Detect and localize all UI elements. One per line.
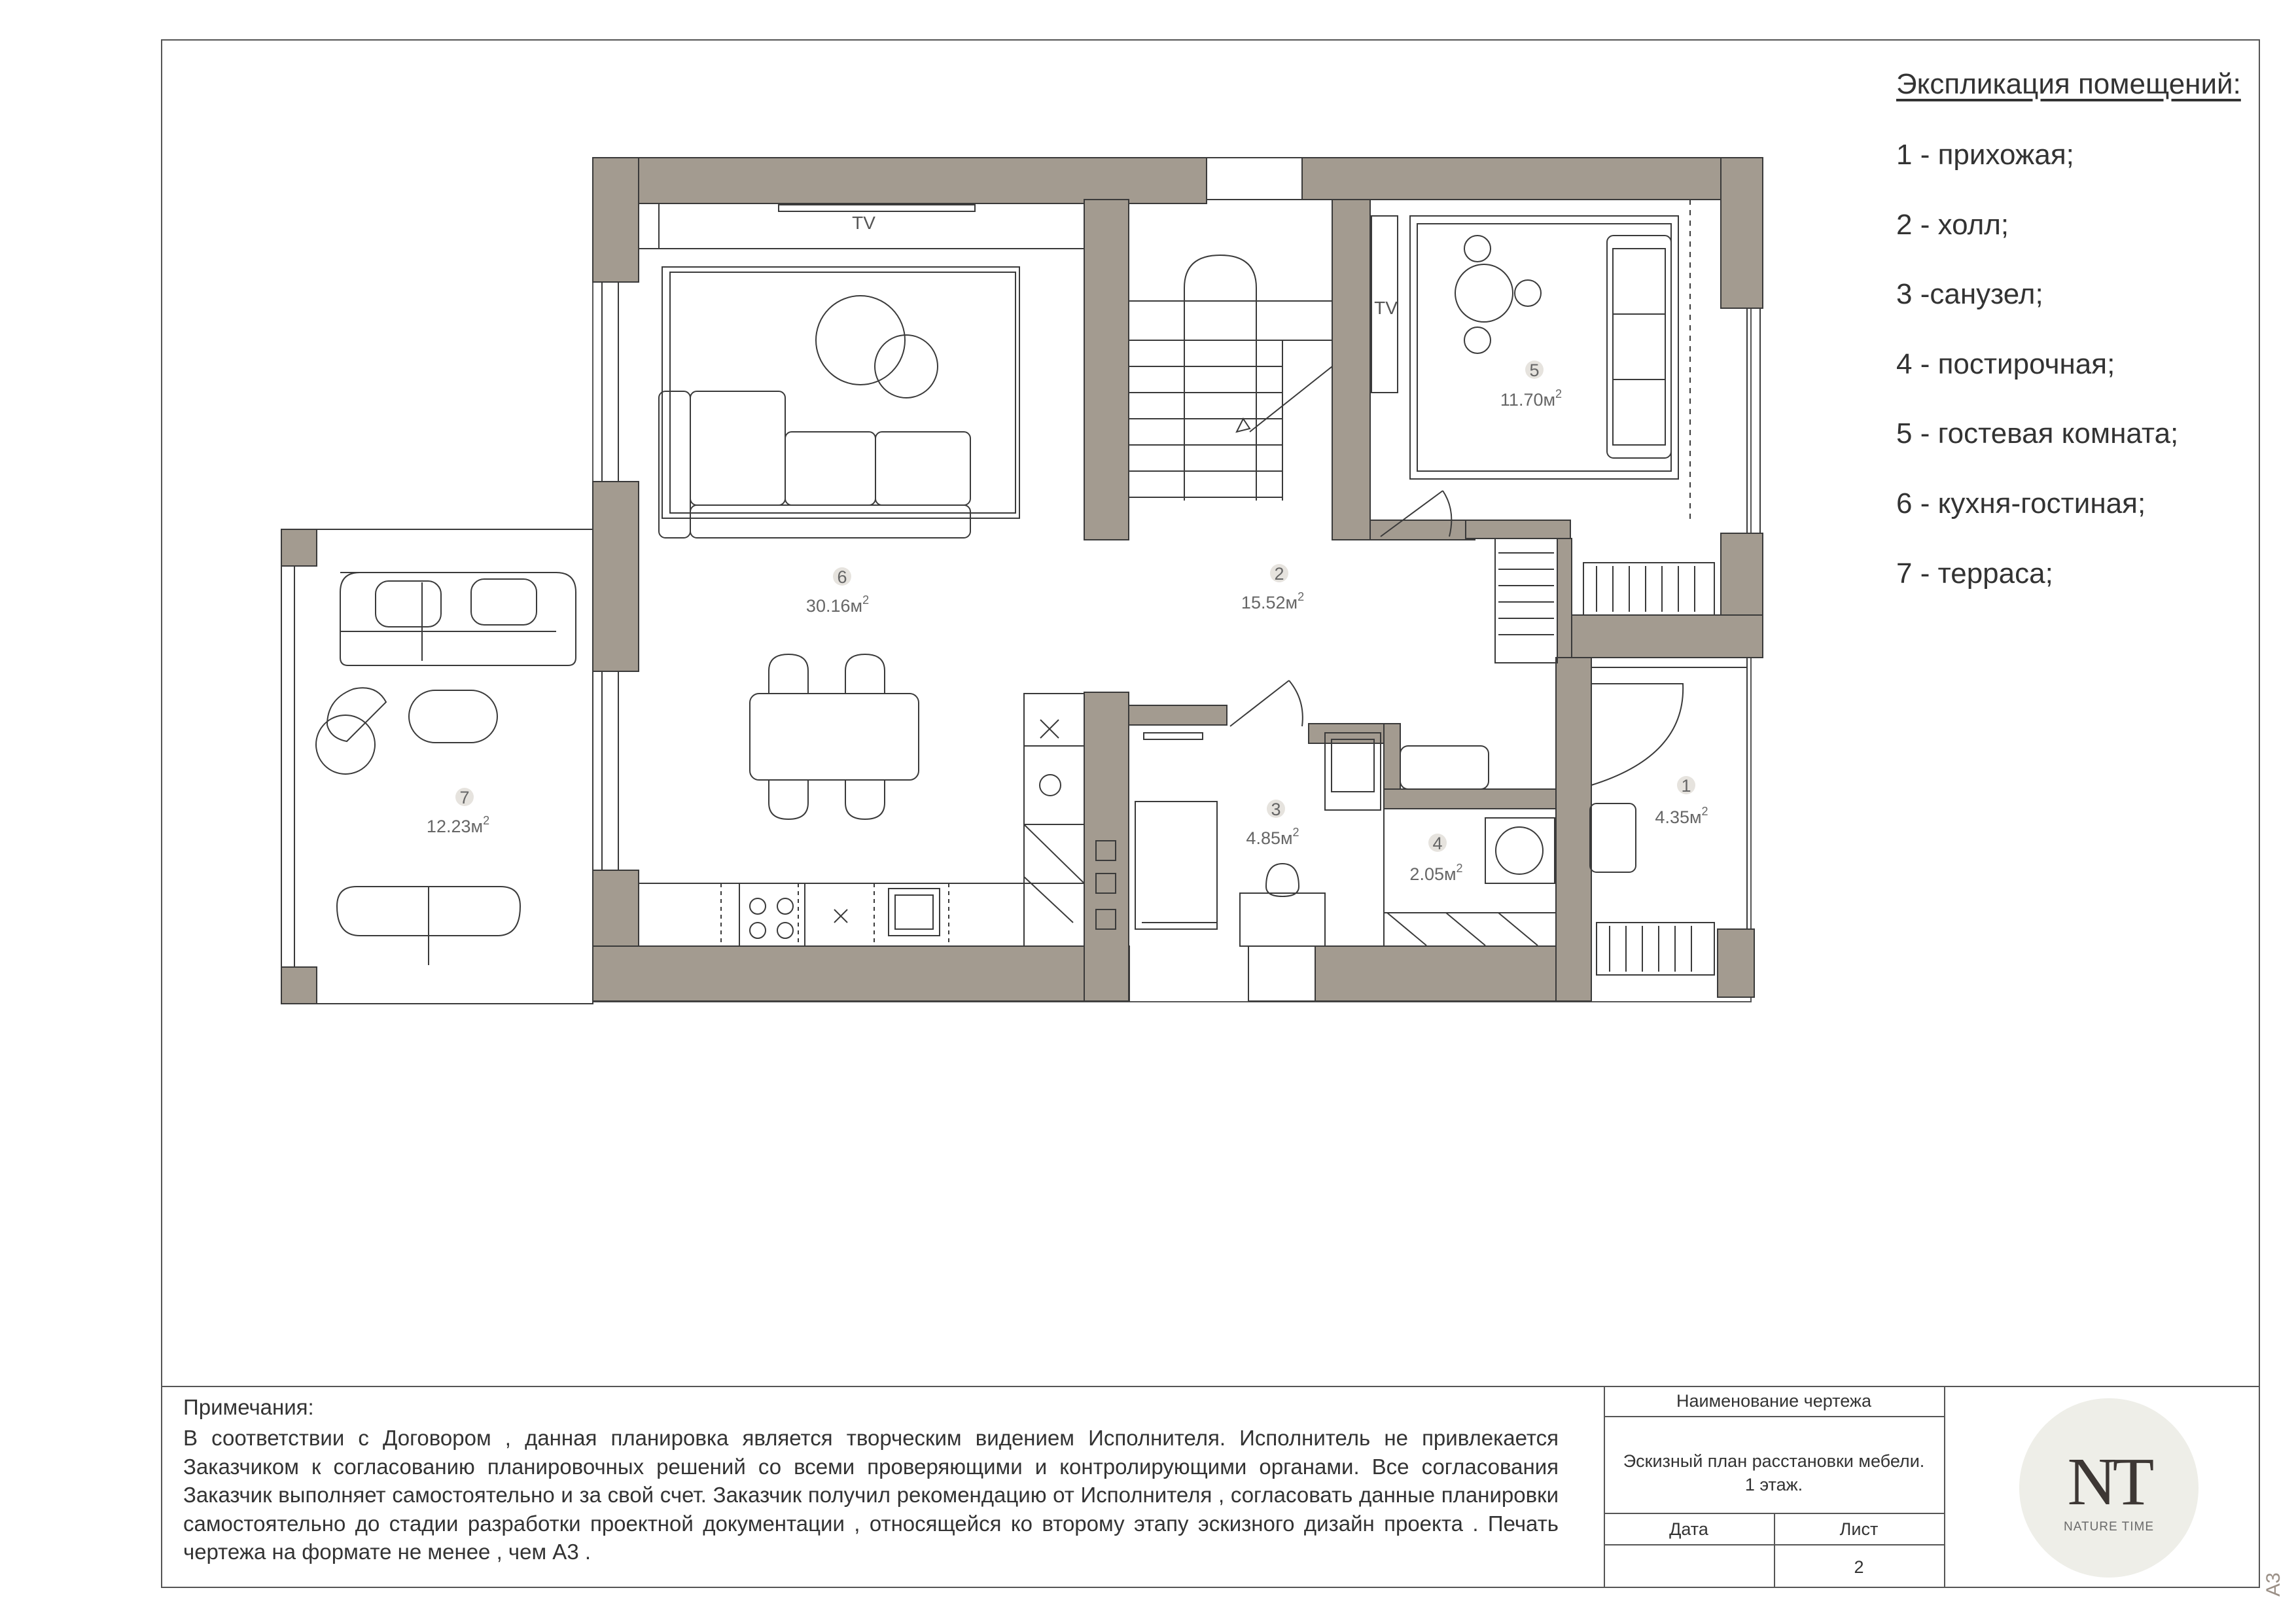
legend-item: 1 - прихожая; [1896, 139, 2074, 171]
legend-item: 2 - холл; [1896, 209, 2009, 241]
tv-label-living: TV [852, 213, 875, 233]
svg-text:30.16м2: $30.16м^2$ [805, 593, 870, 616]
sheet-number: 2 [1854, 1557, 1864, 1577]
drawing-name-line2: 1 этаж. [1744, 1475, 1803, 1494]
svg-text:2: 2 [1274, 564, 1284, 584]
svg-text:2.05м2: $2.05м^2$ [1409, 862, 1463, 884]
sheet-label: Лист [1839, 1519, 1879, 1539]
title-block-divider [1944, 1386, 1945, 1588]
svg-text:1: 1 [1681, 776, 1691, 796]
svg-text:6: 6 [837, 567, 847, 587]
legend-item: 3 -санузел; [1896, 278, 2043, 310]
logo-subtitle: NATURE TIME [2063, 1520, 2155, 1534]
room-marker-1 [1655, 776, 1708, 827]
title-block-divider [1604, 1513, 1944, 1514]
room-marker-6 [806, 567, 869, 616]
svg-text:15.52м2: $15.52м^2$ [1241, 590, 1305, 612]
logo-mark: NT [2067, 1444, 2151, 1519]
walls [281, 158, 1763, 1004]
legend-title: Экспликация помещений: [1896, 68, 2241, 100]
room-marker-2 [1241, 564, 1304, 612]
notes-body: В соответствии с Договором , данная планировка является творческим видением Исполнителя. Исполнитель не привлекается Заказчиком к согласованию планировочных решений со всеми проверяющими и контролирующими органами. Все согласования Заказчик выполняет самостоятельно и за свой счет. Заказчик получил рекомендацию от Исполнителя , согласовать данные планировки самостоятельно до стадии разработки проектной документации , относящейся ко второму этапу эскизного дизайн проекта . Печать чертежа на формате не менее , чем А3 . [183, 1426, 1559, 1564]
legend-item: 5 - гостевая комната; [1896, 417, 2179, 450]
drawing-name-header: Наименование чертежа [1676, 1391, 1872, 1411]
svg-text:11.70м2: $11.70м^2$ [1500, 387, 1563, 410]
svg-text:12.23м2: $12.23м^2$ [426, 814, 490, 836]
svg-text:7: 7 [459, 788, 470, 807]
notes-title: Примечания: [183, 1395, 314, 1419]
legend-item: 4 - постирочная; [1896, 348, 2115, 380]
room-marker-5 [1500, 361, 1562, 410]
svg-text:4.35м2: $4.35м^2$ [1655, 805, 1708, 827]
svg-text:3: 3 [1271, 800, 1281, 819]
nature-time-logo [2019, 1398, 2199, 1578]
sheet-format: A3 [2263, 1572, 2284, 1597]
terrace-outline [281, 529, 593, 1004]
legend-item: 7 - терраса; [1896, 557, 2053, 590]
room-marker-3 [1246, 800, 1299, 848]
room-marker-7 [427, 788, 489, 836]
tv-label-guest: TV [1374, 298, 1398, 318]
terrace-table [409, 690, 497, 743]
date-label: Дата [1669, 1519, 1708, 1539]
legend-item: 6 - кухня-гостиная; [1896, 487, 2146, 520]
svg-text:4.85м2: $4.85м^2$ [1246, 826, 1299, 848]
title-block-divider [1604, 1544, 1944, 1545]
title-block-divider [1604, 1416, 1944, 1417]
room-marker-4 [1409, 834, 1462, 884]
drawing-name-line1: Эскизный план расстановки мебели. [1623, 1451, 1925, 1471]
svg-text:4: 4 [1432, 834, 1443, 853]
svg-text:5: 5 [1529, 361, 1540, 380]
